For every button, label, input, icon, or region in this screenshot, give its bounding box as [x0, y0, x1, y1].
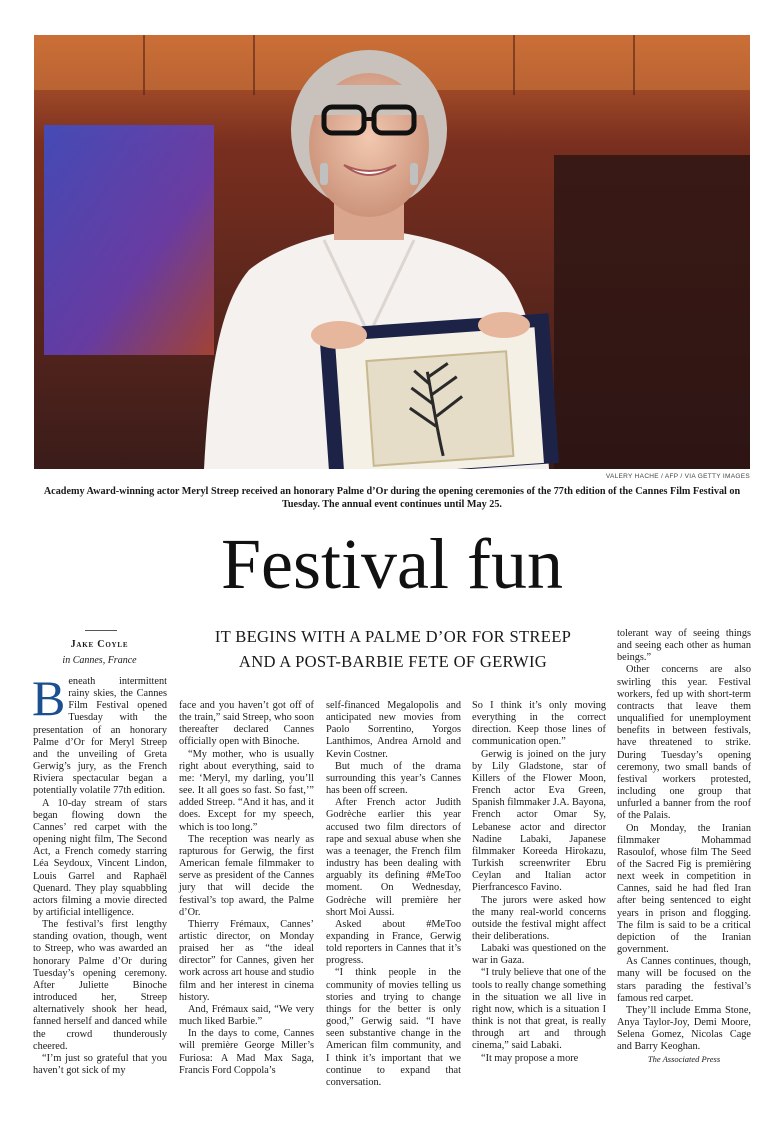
- photo-caption: Academy Award-winning actor Meryl Streep received an honorary Palme d’Or during the opening ceremonies of the 77th edition of the Cannes Film Festival on Tuesday. The annual event continues until May 25.: [43, 486, 741, 510]
- article-paragraph: Gerwig is joined on the jury by Lily Gladstone, star of Killers of the Flower Moon, French actor Eva Green, Spanish filmmaker J.A. Bayona, French actor Omar Sy, Lebanese actor and director Nadine Labaki, Japanese filmmaker Koreeda Hirokazu, Turkish screenwriter Ebru Ceylan and Italian actor Pierfrancesco Favino.: [472, 748, 606, 894]
- article-paragraph: So I think it’s only moving everything in the correct direction. Keep those lines of communication open.”: [472, 700, 606, 748]
- article-paragraph: The reception was nearly as rapturous for Gerwig, the first American female filmmaker to serve as president of the Cannes jury that will decide the festival’s top award, the Palme d’Or.: [179, 833, 314, 918]
- article-paragraph: Asked about #MeToo expanding in France, Gerwig told reporters in Cannes that it’s progress.: [326, 918, 461, 967]
- byline-rule: [85, 630, 117, 631]
- article-paragraph: And, Frémaux said, “We very much liked Barbie.”: [179, 1003, 314, 1028]
- headline: Festival fun: [221, 524, 563, 604]
- article-paragraph: As Cannes continues, though, many will be focused on the stars parading the festival’s famous red carpet.: [617, 956, 751, 1004]
- article-paragraph: Other concerns are also swirling this year. Festival workers, fed up with short-term contracts that leave them unqualified for unemployment benefits in between festivals, have threatened to strike. During Tuesday’s opening ceremony, two small bands of festival workers protested, including one group that unfurled a banner from the roof of the Palais.: [617, 664, 751, 822]
- article-paragraph: In the days to come, Cannes will première George Miller’s Furiosa: A Mad Max Saga, Francis Ford Coppola’s: [179, 1028, 314, 1076]
- article-paragraph: After French actor Judith Godrèche earlier this year accused two film directors of rape and sexual abuse when she was a teenager, the French film industry has been dealing with arguably its defining #MeToo moment. On Wednesday, Godrèche will première her short Moi Aussi.: [326, 797, 461, 918]
- article-paragraph: But much of the drama surrounding this year’s Cannes has been off screen.: [326, 760, 461, 797]
- article-column-3: [326, 700, 461, 1089]
- article-paragraph: The festival’s first lengthy standing ovation, though, went to Streep, who was awarded an honorary Palme d’Or during Tuesday’s opening ceremony. After Juliette Binoche introduced her, Streep alternatively shook her head, fanned herself and danced while the crowd thunderously cheered.: [33, 919, 167, 1052]
- article-paragraph: “I think people in the community of movies telling us stories and trying to change things for the better is only good,” Gerwig said. “I have seen substantive change in the American film community, and I think it’s important that we continue to expand that conversation.: [326, 967, 461, 1088]
- article-paragraph: self-financed Megalopolis and anticipated new movies from Paolo Sorrentino, Yorgos Lanthimos, Andrea Arnold and Kevin Costner.: [326, 700, 461, 760]
- byline-name: Jake Coyle: [70, 639, 129, 650]
- subhead: [178, 624, 608, 674]
- article-column-5: [617, 628, 751, 1066]
- article-paragraph: On Monday, the Iranian filmmaker Mohammad Rasoulof, whose film The Seed of the Sacred Fig is premièring next week in competition in Cannes, said he had fled Iran after being sentenced to eight years in prison and flogging. The film is said to be a critical depiction of the Iranian government.: [617, 822, 751, 956]
- article-paragraph: The jurors were asked how the many real-world concerns outside the festival might affect their deliberations.: [472, 894, 606, 942]
- wire-signature: The Associated Press: [647, 1054, 721, 1065]
- hero-photo: [34, 35, 750, 469]
- article-paragraph: “My mother, who is usually right about everything, said to me: ‘Meryl, my darling, you’ll see. It all goes so fast. So fast,’” added Streep. “And it has, and it does. Except for my speech, which is too long.”: [179, 748, 314, 833]
- article-paragraph: “It may propose a more: [481, 1052, 579, 1064]
- subhead-line-2: AND A POST-BARBIE FETE OF GERWIG: [238, 652, 548, 671]
- photo-credit: VALERY HACHE / AFP / VIA GETTY IMAGES: [605, 473, 750, 480]
- article-paragraph: tolerant way of seeing things and seeing each other as human beings.”: [617, 628, 751, 664]
- drop-cap: B: [32, 670, 66, 726]
- article-column-4: [472, 700, 606, 1065]
- article-paragraph: They’ll include Emma Stone, Anya Taylor-Joy, Demi Moore, Selena Gomez, Nicolas Cage and Barry Keoghan.: [617, 1004, 751, 1053]
- article-paragraph: A 10-day stream of stars began flowing down the Cannes’ red carpet with the opening night film, The Second Act, a French comedy starring Léa Seydoux, Vincent Lindon, Louis Garrel and Raphaël Quenard. They play squabbling actors filming a movie directed by artificial intelligence.: [33, 797, 167, 918]
- article-column-1: [32, 670, 167, 1077]
- subhead-line-1: IT BEGINS WITH A PALME D’OR FOR STREEP: [214, 627, 572, 646]
- article-paragraph: face and you haven’t got off of the train,” said Streep, who soon thereafter declared Cannes officially open with Binoche.: [179, 700, 314, 748]
- byline: [32, 637, 167, 669]
- article-paragraph: Beneath intermittent rainy skies, the Cannes Film Festival opened Tuesday with the presentation of an honorary Palme d’Or for Meryl Streep and the unveiling of Greta Gerwig’s jury, as the French Riviera spectacular began a potentially volatile 77th edition.: [32, 670, 167, 797]
- article-paragraph: Labaki was questioned on the war in Gaza.: [472, 943, 606, 967]
- article-paragraph: “I truly believe that one of the tools to really change something in the situation we all live in right now, which is a situation I think is not that great, is really through art and through cinema,” said Labaki.: [472, 967, 606, 1052]
- article-column-2: [179, 700, 314, 1077]
- byline-place: in Cannes, France: [62, 655, 137, 666]
- photo-illustration: [34, 35, 750, 469]
- article-paragraph: “I’m just so grateful that you haven’t got sick of my: [33, 1052, 167, 1076]
- article-paragraph: Thierry Frémaux, Cannes’ artistic director, on Monday praised her as “the ideal director” for Cannes, given her work across art house and studio film and her interest in cinema history.: [179, 918, 314, 1003]
